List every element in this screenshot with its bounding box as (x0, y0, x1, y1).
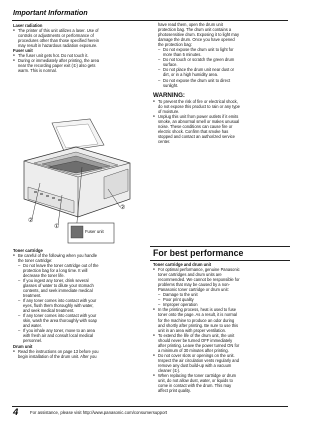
text-line: dirt, or in a high humidity area. (163, 72, 219, 78)
text-line: problems that may be caused by a non- (158, 282, 230, 288)
drum-dash-1 (153, 47, 287, 57)
section-rule-top (150, 246, 290, 247)
best-bullet-1 (153, 267, 290, 292)
text-line: the toner cartridge: (18, 257, 53, 263)
fuser-heading: Fuser unit (13, 48, 33, 54)
best-bullet-2 (153, 307, 290, 332)
best-bullet-3 (153, 333, 290, 353)
text-line: ● To prevent the risk of fire or electrical shock, (158, 98, 238, 104)
drum-dash-4 (153, 78, 287, 88)
best-dash-1: – Damage to the unit (153, 292, 290, 297)
text-line: affect print quality. (158, 388, 191, 394)
text-line: protection bag for a long time. It will (23, 267, 88, 273)
text-line: skin, wash the area thoroughly with soap (23, 318, 97, 324)
toner-dash-2 (13, 278, 141, 298)
fuser-bullet-2 (13, 58, 141, 73)
right-column (153, 22, 287, 144)
drum-heading: Drum unit (13, 343, 33, 349)
text-line: and water. (23, 323, 42, 329)
text-line: and shortly after printing. Be sure to use this (158, 322, 239, 328)
text-line: should never be turned OFF immediately (158, 337, 233, 343)
text-line: ● For optimal performance, genuine Panasonic (158, 267, 240, 273)
text-line: the protection bag: (158, 42, 192, 48)
drum-continued (153, 22, 287, 47)
toner-drum-heading: Toner cartridge and drum unit (153, 262, 212, 267)
text-line: center. (158, 138, 171, 144)
text-line: ● To extend the life of the drum unit, the unit (158, 332, 235, 338)
best-body (150, 262, 290, 393)
fax-machine-illustration (12, 117, 139, 245)
best-dash-2: – Poor print quality (153, 297, 290, 302)
text-line: sunlight. (163, 82, 179, 88)
header-rule (12, 20, 288, 21)
text-line: ● The printer of this unit utilizes a laser. Use of (18, 27, 99, 33)
text-line: have read them, open the drum unit (158, 22, 223, 27)
text-line: ● Do not cover slots or openings on the unit. (158, 352, 235, 358)
text-line: of moisture. (158, 108, 180, 114)
text-line: near the recording paper exit (①) also gets (18, 63, 96, 69)
best-performance-section (150, 246, 290, 393)
text-line: ● Unplug this unit from power outlets if it emits (158, 113, 239, 119)
section-title: For best performance (153, 248, 244, 258)
text-line: ● In the printing process, heat is used to fuse (158, 307, 237, 313)
left-column-bottom (13, 247, 141, 359)
text-line: glasses of water to dilute your stomach (23, 282, 94, 288)
best-bullet-4 (153, 353, 290, 373)
toner-dash-1 (13, 263, 141, 278)
footer-support-text: For assistance, please visit http://www.panasonic.com/consumersupport (30, 409, 168, 415)
text-line: photosensitive drum. Exposing it to light may (158, 32, 240, 38)
section-rule-bottom (150, 260, 290, 261)
text-line: – Do not place the drum unit near dust or (163, 67, 234, 73)
text-line: a minimum of 30 minutes after printing. (158, 347, 229, 353)
text-line: ● Be careful of the following when you handle (18, 252, 97, 258)
text-line: personnel. (23, 338, 43, 344)
text-line: Panasonic toner cartridge or drum unit: (158, 287, 229, 293)
page-header: Important Information (13, 8, 88, 17)
text-line: electric shock. Confirm that smoke has (158, 128, 229, 134)
text-line: treatment. (23, 292, 42, 298)
callout-2: ② (120, 205, 126, 211)
text-line: warm. This is normal. (18, 68, 57, 74)
laser-bullet (13, 28, 141, 48)
text-line: remove any dust build-up with a vacuum (158, 362, 232, 368)
fuser-unit-label: Fuser unit (85, 229, 104, 234)
callout-1-upper: ② (28, 218, 34, 224)
drum-bullet (13, 349, 141, 359)
text-line: decrease the toner life. (23, 272, 65, 278)
text-line: – If any toner comes into contact with your (23, 297, 97, 303)
best-dash-3: – Improper operation (153, 302, 290, 307)
text-line: toner cartridges and drum units are (158, 272, 222, 278)
toner-dash-4 (13, 313, 141, 328)
toner-heading: Toner cartridge (13, 247, 43, 253)
laser-heading: Laser radiation (13, 22, 43, 28)
text-line: contents, and seek immediate medical (23, 287, 93, 293)
text-line: and seek medical treatment. (23, 308, 75, 314)
page-number: 4 (13, 407, 19, 418)
text-line: more than 5 minutes. (163, 52, 202, 58)
fax-machine-figure (12, 117, 139, 245)
text-line: ● The fuser unit gets hot. Do not touch it. (18, 53, 89, 59)
toner-dash-3 (13, 298, 141, 313)
text-line: damage the drum. Once you have opened (158, 37, 235, 43)
text-line: – If you ingest any toner, drink several (23, 277, 89, 283)
text-line: come in contact with the drum. This may (158, 383, 232, 389)
text-line: eyes, flush them thoroughly with water, (23, 303, 94, 309)
text-line: after printing. Leave the power turned ON for (158, 342, 240, 348)
warning-bullet-2 (153, 114, 287, 144)
text-line: – Do not leave the toner cartridge out of the (23, 262, 99, 268)
text-line: procedures other than those specified herein (18, 37, 100, 43)
text-line: with fresh air and consult local medical (23, 333, 94, 339)
left-column-top (13, 22, 141, 73)
text-line: – Do not expose the drum unit to light for (163, 47, 234, 53)
warning-heading: WARNING: (153, 91, 185, 99)
text-line: – Do not expose the drum unit to direct (163, 77, 231, 83)
text-line: cleaner (①). (158, 367, 181, 373)
text-line: ● During or immediately after printing, the area (18, 58, 100, 64)
warning-bullet-1 (153, 99, 287, 114)
text-line: controls or adjustments or performance of (18, 32, 94, 38)
best-bullet-5 (153, 373, 290, 393)
footer-rule (12, 406, 288, 407)
callout-1-lower: ① (54, 224, 60, 230)
text-line: for the machine to produce an odor during (158, 317, 235, 323)
text-line: toner onto the page. As a result, it is normal (158, 312, 237, 318)
text-line: smoke, an abnormal smell or makes unusual (158, 118, 240, 124)
drum-dash-3 (153, 67, 287, 77)
text-line: recommended. We cannot be responsible for (158, 277, 240, 283)
text-line: – Do not touch or scratch the green drum (163, 57, 235, 63)
text-line: unit, do not allow dust, water, or liquids to (158, 378, 233, 384)
text-line: stopped and contact an authorized service (158, 133, 235, 139)
text-line: begin installation of the drum unit. After you (18, 353, 97, 359)
text-line: – If you inhale any toner, move to an area (23, 328, 95, 334)
drum-dash-2 (153, 57, 287, 67)
text-line: unit in an area with proper ventilation. (158, 327, 227, 333)
text-line: do not expose this product to rain or any type (158, 103, 240, 109)
text-line: protection bag. The drum unit contains a (158, 27, 232, 33)
text-line: may result in hazardous radiation exposure. (18, 42, 98, 48)
text-line: ● Read the instructions on page 13 before you (18, 348, 99, 354)
text-line: surface. (163, 62, 178, 68)
toner-bullet (13, 253, 141, 263)
text-line: Inspect the air circulation vents regularly and (158, 357, 240, 363)
toner-dash-5 (13, 328, 141, 343)
text-line: ● When replacing the toner cartridge or drum (158, 373, 237, 379)
text-line: – If any toner comes into contact with your (23, 313, 97, 319)
text-line: noise. These conditions can cause fire or (158, 123, 233, 129)
